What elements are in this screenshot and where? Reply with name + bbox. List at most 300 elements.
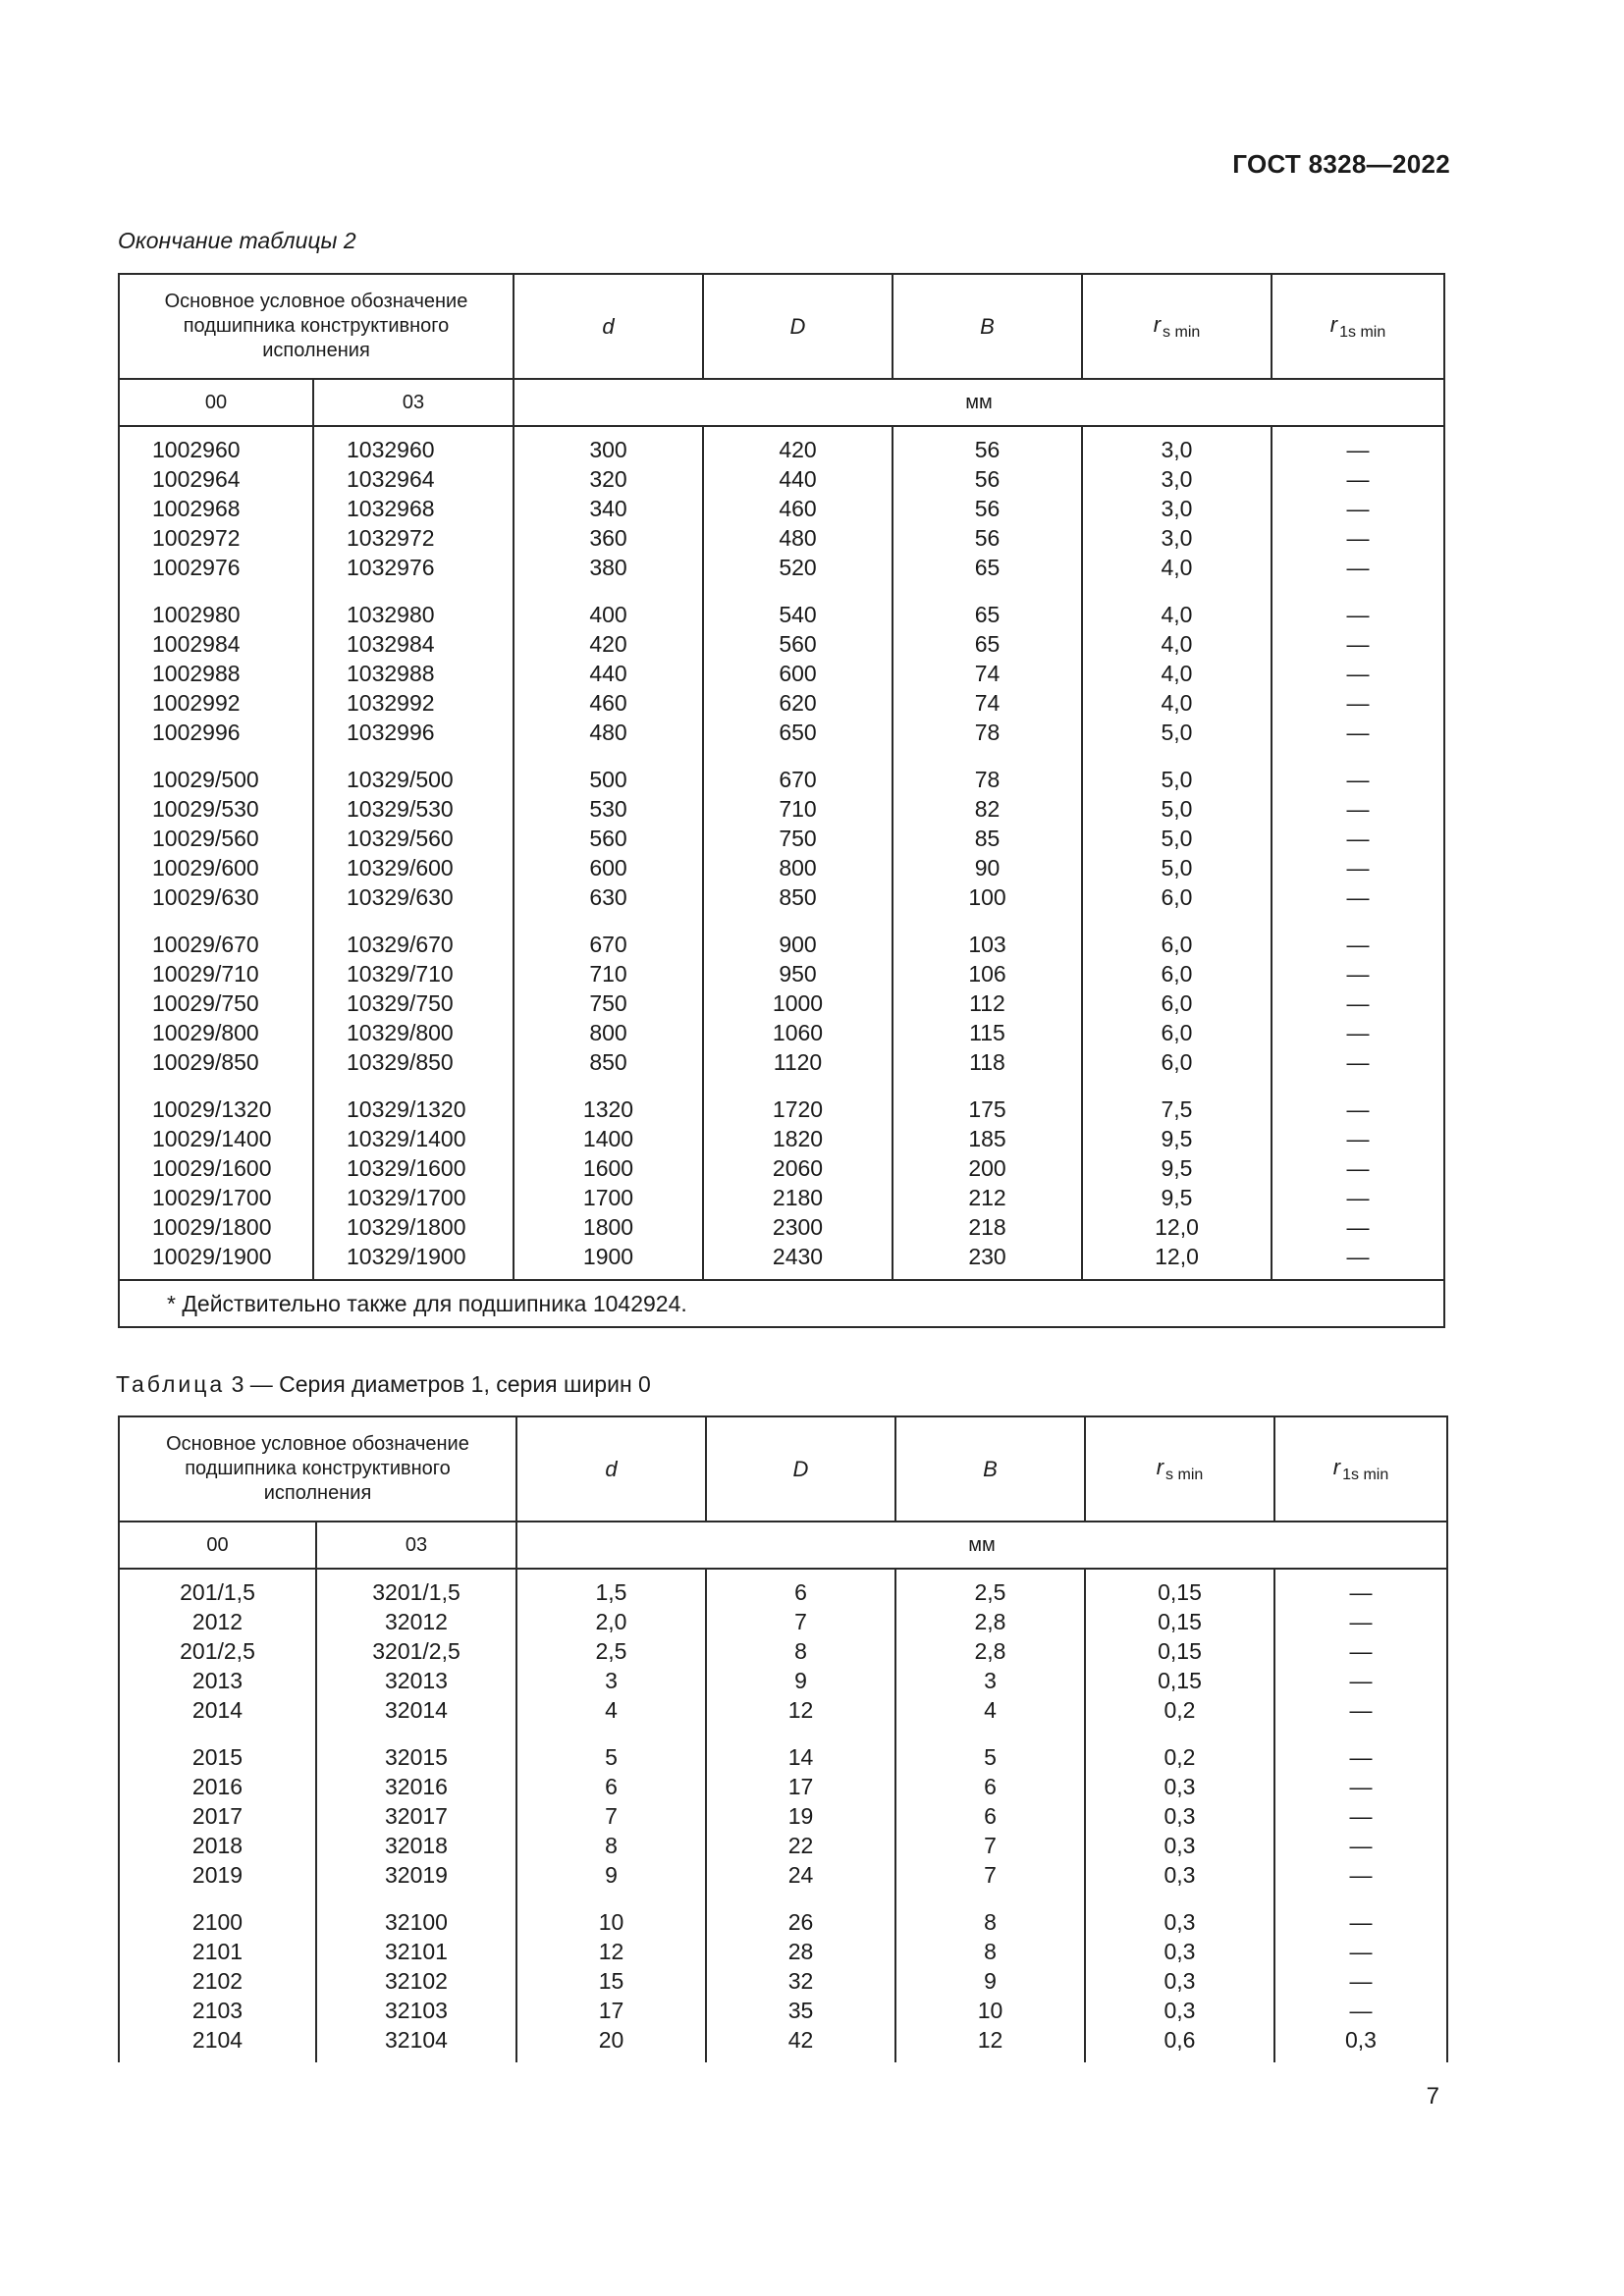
table-cell: —: [1274, 1996, 1447, 2025]
table-cell: 1820: [703, 1124, 893, 1153]
table-cell: 10329/560: [313, 824, 514, 853]
table-cell: 750: [703, 824, 893, 853]
table-cell: 10329/1320: [313, 1077, 514, 1124]
table-cell: 1002980: [119, 582, 313, 629]
table-cell: 0,3: [1274, 2025, 1447, 2062]
column-header-B: B: [895, 1416, 1085, 1522]
table-cell: 380: [514, 553, 703, 582]
table-cell: 32012: [316, 1607, 516, 1636]
table-cell: 460: [703, 494, 893, 523]
table-row: [119, 1860, 1447, 1890]
table-cell: 26: [706, 1890, 895, 1937]
table-cell: 5,0: [1082, 853, 1272, 882]
column-header-version-00: 00: [119, 1522, 316, 1569]
table-cell: 0,15: [1085, 1636, 1274, 1666]
table-cell: 32102: [316, 1966, 516, 1996]
table-cell: 0,3: [1085, 1772, 1274, 1801]
table-cell: 440: [703, 464, 893, 494]
table-cell: 540: [703, 582, 893, 629]
table-cell: —: [1272, 1212, 1444, 1242]
table-cell: 2015: [119, 1725, 316, 1772]
table-cell: 800: [703, 853, 893, 882]
table-cell: —: [1272, 882, 1444, 912]
table-row: [119, 1077, 1444, 1124]
table-cell: 9,5: [1082, 1153, 1272, 1183]
table-cell: 420: [514, 629, 703, 659]
table-cell: —: [1272, 1047, 1444, 1077]
table-cell: —: [1274, 1725, 1447, 1772]
table-cell: 0,15: [1085, 1666, 1274, 1695]
table-cell: 32013: [316, 1666, 516, 1695]
table-cell: 320: [514, 464, 703, 494]
table-cell: 1720: [703, 1077, 893, 1124]
table-cell: 750: [514, 988, 703, 1018]
table-cell: 440: [514, 659, 703, 688]
table-cell: 1032992: [313, 688, 514, 718]
table-cell: 2430: [703, 1242, 893, 1280]
table-cell: 1032996: [313, 718, 514, 747]
table-row: [119, 1772, 1447, 1801]
table-cell: 10329/1600: [313, 1153, 514, 1183]
unit-label: мм: [514, 379, 1444, 426]
table-cell: 10329/530: [313, 794, 514, 824]
table-cell: 3,0: [1082, 523, 1272, 553]
table-cell: 670: [703, 747, 893, 794]
table-cell: 0,3: [1085, 1937, 1274, 1966]
table-cell: 10: [895, 1996, 1085, 2025]
table-row: [119, 988, 1444, 1018]
table-cell: 6,0: [1082, 959, 1272, 988]
column-header-r1s-min: r $_{1s min}$: [1274, 1416, 1447, 1522]
table-cell: 0,15: [1085, 1607, 1274, 1636]
table-cell: 0,6: [1085, 2025, 1274, 2062]
table-cell: —: [1272, 1183, 1444, 1212]
table-cell: 7: [516, 1801, 706, 1831]
column-header-r1s-min: r $_{1s min}$: [1272, 274, 1444, 379]
table-cell: —: [1274, 1695, 1447, 1725]
table-cell: 12: [516, 1937, 706, 1966]
table-cell: 5,0: [1082, 718, 1272, 747]
table-cell: 8: [895, 1937, 1085, 1966]
table-cell: 201/1,5: [119, 1569, 316, 1607]
table-cell: 32019: [316, 1860, 516, 1890]
table-cell: 1400: [514, 1124, 703, 1153]
table2-caption: Окончание таблицы 2: [118, 228, 356, 253]
table-row: [119, 553, 1444, 582]
table-cell: —: [1272, 912, 1444, 959]
table-cell: 7: [895, 1831, 1085, 1860]
table-cell: —: [1274, 1569, 1447, 1607]
table-row: [119, 688, 1444, 718]
table-cell: —: [1272, 659, 1444, 688]
table-cell: 10329/710: [313, 959, 514, 988]
table2-footnote: * Действительно также для подшипника 1042924.: [119, 1280, 1444, 1327]
table-cell: 9,5: [1082, 1124, 1272, 1153]
table-cell: 1900: [514, 1242, 703, 1280]
unit-label: мм: [516, 1522, 1447, 1569]
table-row: [119, 1183, 1444, 1212]
table-cell: 4: [895, 1695, 1085, 1725]
table-cell: 1002960: [119, 426, 313, 464]
table-cell: 9,5: [1082, 1183, 1272, 1212]
table-cell: —: [1274, 1860, 1447, 1890]
table-cell: 32101: [316, 1937, 516, 1966]
table-cell: 10029/710: [119, 959, 313, 988]
table-cell: 22: [706, 1831, 895, 1860]
table-cell: 10029/530: [119, 794, 313, 824]
table-cell: 1002976: [119, 553, 313, 582]
table-cell: 112: [893, 988, 1082, 1018]
table-cell: —: [1272, 523, 1444, 553]
table-cell: 1002988: [119, 659, 313, 688]
table-cell: 1800: [514, 1212, 703, 1242]
table-cell: 12,0: [1082, 1242, 1272, 1280]
table-cell: 3: [516, 1666, 706, 1695]
table-row: [119, 1047, 1444, 1077]
table-cell: 56: [893, 426, 1082, 464]
table-cell: 10029/1600: [119, 1153, 313, 1183]
table-cell: 560: [514, 824, 703, 853]
table-row: [119, 1666, 1447, 1695]
table-row: [119, 824, 1444, 853]
table-cell: —: [1272, 794, 1444, 824]
table-cell: 340: [514, 494, 703, 523]
table-cell: 12: [706, 1695, 895, 1725]
table-cell: —: [1272, 959, 1444, 988]
table-cell: 32104: [316, 2025, 516, 2062]
table-cell: 85: [893, 824, 1082, 853]
table-cell: 10029/500: [119, 747, 313, 794]
table-cell: 1032968: [313, 494, 514, 523]
table-row: [119, 794, 1444, 824]
table-cell: 1700: [514, 1183, 703, 1212]
table-cell: 10029/600: [119, 853, 313, 882]
table-cell: 2300: [703, 1212, 893, 1242]
table-row: [119, 1937, 1447, 1966]
table-cell: 1060: [703, 1018, 893, 1047]
table-cell: 4,0: [1082, 553, 1272, 582]
table-row: [119, 494, 1444, 523]
table-cell: 10029/750: [119, 988, 313, 1018]
column-header-D: D: [703, 274, 893, 379]
table-cell: 78: [893, 718, 1082, 747]
table-cell: 480: [514, 718, 703, 747]
table-cell: 7,5: [1082, 1077, 1272, 1124]
table-cell: 10: [516, 1890, 706, 1937]
table-row: [119, 1124, 1444, 1153]
column-header-designation: Основное условное обозначение подшипника конструктивного исполнения: [119, 274, 514, 379]
table-cell: 2012: [119, 1607, 316, 1636]
table-row: [119, 1569, 1447, 1607]
table-cell: 10329/1800: [313, 1212, 514, 1242]
table-cell: 12,0: [1082, 1212, 1272, 1242]
table-cell: 360: [514, 523, 703, 553]
table-cell: 7: [706, 1607, 895, 1636]
table-cell: 670: [514, 912, 703, 959]
table-cell: —: [1272, 747, 1444, 794]
table-cell: 6,0: [1082, 1047, 1272, 1077]
table-cell: 2018: [119, 1831, 316, 1860]
table-cell: 3,0: [1082, 494, 1272, 523]
table-cell: 10029/630: [119, 882, 313, 912]
table-cell: 56: [893, 494, 1082, 523]
column-header-d: d: [514, 274, 703, 379]
table-cell: 300: [514, 426, 703, 464]
table-cell: —: [1272, 988, 1444, 1018]
table-cell: 10029/1800: [119, 1212, 313, 1242]
table-cell: 6,0: [1082, 988, 1272, 1018]
table-cell: 3,0: [1082, 464, 1272, 494]
table-cell: 1032984: [313, 629, 514, 659]
table-cell: 32100: [316, 1890, 516, 1937]
table-cell: 10029/1900: [119, 1242, 313, 1280]
table-cell: 600: [703, 659, 893, 688]
table2: [118, 273, 1445, 1328]
table-cell: —: [1272, 426, 1444, 464]
table-cell: 4,0: [1082, 659, 1272, 688]
table-row: [119, 1890, 1447, 1937]
table-cell: 1600: [514, 1153, 703, 1183]
table-cell: 10329/1700: [313, 1183, 514, 1212]
table-cell: 10029/1320: [119, 1077, 313, 1124]
table-cell: —: [1272, 824, 1444, 853]
table-cell: 420: [703, 426, 893, 464]
table-cell: 2017: [119, 1801, 316, 1831]
table-cell: 14: [706, 1725, 895, 1772]
table-cell: —: [1272, 718, 1444, 747]
table-row: [119, 1242, 1444, 1280]
table-cell: 2016: [119, 1772, 316, 1801]
table-cell: 0,3: [1085, 1831, 1274, 1860]
table-cell: 530: [514, 794, 703, 824]
table-cell: 400: [514, 582, 703, 629]
table-cell: 118: [893, 1047, 1082, 1077]
table-cell: 3: [895, 1666, 1085, 1695]
table-cell: 2060: [703, 1153, 893, 1183]
table-cell: 4: [516, 1695, 706, 1725]
table-cell: 19: [706, 1801, 895, 1831]
table-cell: 10029/800: [119, 1018, 313, 1047]
table-cell: —: [1272, 1153, 1444, 1183]
table-cell: 42: [706, 2025, 895, 2062]
table-row: [119, 1695, 1447, 1725]
table-cell: 74: [893, 688, 1082, 718]
document-title: ГОСТ 8328—2022: [1232, 149, 1450, 179]
table-cell: 5,0: [1082, 824, 1272, 853]
table-cell: 10029/1400: [119, 1124, 313, 1153]
table-cell: 2103: [119, 1996, 316, 2025]
column-header-version-03: 03: [316, 1522, 516, 1569]
table-cell: 500: [514, 747, 703, 794]
table-cell: —: [1272, 1077, 1444, 1124]
table-cell: 2013: [119, 1666, 316, 1695]
table-cell: 10329/600: [313, 853, 514, 882]
table-cell: —: [1272, 494, 1444, 523]
table-cell: 2100: [119, 1890, 316, 1937]
table-cell: 850: [514, 1047, 703, 1077]
table-cell: 950: [703, 959, 893, 988]
table-cell: 6,0: [1082, 912, 1272, 959]
table-cell: 9: [895, 1966, 1085, 1996]
table-cell: 32017: [316, 1801, 516, 1831]
table3-body: [119, 1569, 1447, 2062]
table-cell: —: [1272, 688, 1444, 718]
table-cell: 201/2,5: [119, 1636, 316, 1666]
table-cell: 106: [893, 959, 1082, 988]
table-cell: 1032988: [313, 659, 514, 688]
table-cell: 1002996: [119, 718, 313, 747]
table-cell: 2180: [703, 1183, 893, 1212]
table-cell: 74: [893, 659, 1082, 688]
table-cell: 10329/630: [313, 882, 514, 912]
table-cell: 17: [516, 1996, 706, 2025]
table-cell: 10329/750: [313, 988, 514, 1018]
table-row: [119, 1018, 1444, 1047]
table-cell: 1320: [514, 1077, 703, 1124]
table-row: [119, 912, 1444, 959]
table-cell: 0,2: [1085, 1725, 1274, 1772]
table-row: [119, 853, 1444, 882]
table-cell: 185: [893, 1124, 1082, 1153]
table-cell: 6: [516, 1772, 706, 1801]
table-cell: 650: [703, 718, 893, 747]
table-cell: 230: [893, 1242, 1082, 1280]
table-cell: 6,0: [1082, 1018, 1272, 1047]
table-cell: 10029/850: [119, 1047, 313, 1077]
table-row: [119, 718, 1444, 747]
table-cell: —: [1274, 1666, 1447, 1695]
table-cell: 2019: [119, 1860, 316, 1890]
table-cell: 10029/1700: [119, 1183, 313, 1212]
table-cell: 2102: [119, 1966, 316, 1996]
table-cell: 8: [516, 1831, 706, 1860]
table-cell: 520: [703, 553, 893, 582]
table-cell: 1032972: [313, 523, 514, 553]
column-header-rs-min: r $_{s min}$: [1085, 1416, 1274, 1522]
table-cell: —: [1274, 1772, 1447, 1801]
column-header-designation: Основное условное обозначение подшипника конструктивного исполнения: [119, 1416, 516, 1522]
table-row: [119, 747, 1444, 794]
table-cell: 6,0: [1082, 882, 1272, 912]
table-cell: 2,0: [516, 1607, 706, 1636]
table3-caption: Таблица 3 — Серия диаметров 1, серия ширин 0: [116, 1371, 651, 1397]
table-cell: 0,3: [1085, 1860, 1274, 1890]
table-cell: 9: [516, 1860, 706, 1890]
table-cell: 0,3: [1085, 1890, 1274, 1937]
table-cell: 56: [893, 523, 1082, 553]
table-cell: 3201/2,5: [316, 1636, 516, 1666]
table-row: [119, 464, 1444, 494]
table-cell: 4,0: [1082, 688, 1272, 718]
table-cell: —: [1272, 553, 1444, 582]
table-cell: 710: [514, 959, 703, 988]
table-cell: 2104: [119, 2025, 316, 2062]
table-cell: 32016: [316, 1772, 516, 1801]
table-cell: 0,3: [1085, 1996, 1274, 2025]
table-cell: 3201/1,5: [316, 1569, 516, 1607]
table-cell: 9: [706, 1666, 895, 1695]
table-cell: 0,2: [1085, 1695, 1274, 1725]
table-cell: 560: [703, 629, 893, 659]
table3: [118, 1415, 1448, 2062]
table-cell: —: [1272, 1018, 1444, 1047]
column-header-version-00: 00: [119, 379, 313, 426]
table-cell: 0,3: [1085, 1966, 1274, 1996]
table-cell: 115: [893, 1018, 1082, 1047]
table-row: [119, 1153, 1444, 1183]
table-row: [119, 426, 1444, 464]
table2-body: [119, 426, 1444, 1280]
table-row: [119, 1607, 1447, 1636]
table-row: [119, 582, 1444, 629]
table-cell: —: [1272, 582, 1444, 629]
table-cell: 218: [893, 1212, 1082, 1242]
table-cell: 65: [893, 629, 1082, 659]
table-cell: 82: [893, 794, 1082, 824]
table-cell: 1032976: [313, 553, 514, 582]
table-cell: 5: [516, 1725, 706, 1772]
table-cell: 24: [706, 1860, 895, 1890]
table-cell: 4,0: [1082, 582, 1272, 629]
table-cell: —: [1272, 464, 1444, 494]
table-cell: 200: [893, 1153, 1082, 1183]
table-cell: 2,5: [895, 1569, 1085, 1607]
table-cell: 10329/1900: [313, 1242, 514, 1280]
table-cell: 32018: [316, 1831, 516, 1860]
table-cell: 5,0: [1082, 794, 1272, 824]
table-cell: 10329/850: [313, 1047, 514, 1077]
table-cell: 1000: [703, 988, 893, 1018]
table-cell: 600: [514, 853, 703, 882]
table-cell: 1002964: [119, 464, 313, 494]
page-number: 7: [1426, 2083, 1439, 2109]
table-cell: 3,0: [1082, 426, 1272, 464]
table-row: [119, 1636, 1447, 1666]
table-cell: 15: [516, 1966, 706, 1996]
table-row: [119, 1212, 1444, 1242]
table-row: [119, 959, 1444, 988]
table-cell: 460: [514, 688, 703, 718]
table-cell: 1,5: [516, 1569, 706, 1607]
table-cell: 2,8: [895, 1607, 1085, 1636]
table-cell: 900: [703, 912, 893, 959]
table-cell: 7: [895, 1860, 1085, 1890]
table-cell: 32103: [316, 1996, 516, 2025]
table-row: [119, 523, 1444, 553]
table-cell: 56: [893, 464, 1082, 494]
table-cell: —: [1274, 1607, 1447, 1636]
table-cell: 1002984: [119, 629, 313, 659]
table-cell: —: [1272, 629, 1444, 659]
table-row: [119, 2025, 1447, 2062]
table-cell: 1002992: [119, 688, 313, 718]
table-cell: 4,0: [1082, 629, 1272, 659]
table-cell: —: [1272, 853, 1444, 882]
table-cell: 212: [893, 1183, 1082, 1212]
table-cell: 6: [895, 1801, 1085, 1831]
table-cell: 8: [895, 1890, 1085, 1937]
table-row: [119, 1725, 1447, 1772]
column-header-rs-min: r $_{s min}$: [1082, 274, 1272, 379]
table-cell: 35: [706, 1996, 895, 2025]
table-cell: 8: [706, 1636, 895, 1666]
table-cell: 0,15: [1085, 1569, 1274, 1607]
table-row: [119, 1801, 1447, 1831]
table-cell: 1032980: [313, 582, 514, 629]
table-cell: 1120: [703, 1047, 893, 1077]
table-cell: 10329/500: [313, 747, 514, 794]
table-cell: 620: [703, 688, 893, 718]
